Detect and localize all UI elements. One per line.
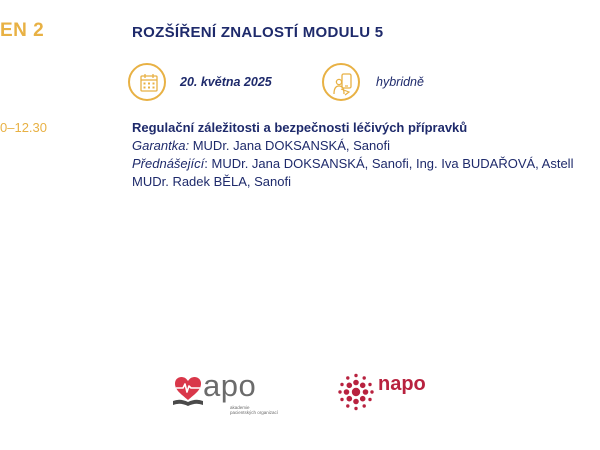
calendar-icon bbox=[128, 63, 166, 101]
session-title: Regulační záležitosti a bezpečnosti léčivých přípravků bbox=[132, 120, 468, 135]
apo-logo bbox=[172, 368, 282, 417]
apo-subtitle-line2: pacientských organizací bbox=[230, 410, 279, 415]
event-format: hybridně bbox=[376, 75, 424, 89]
napo-logo bbox=[336, 372, 436, 412]
hybrid-icon bbox=[322, 63, 360, 101]
apo-subtitle-line1: akademie bbox=[230, 405, 250, 410]
napo-dots-icon bbox=[336, 372, 376, 412]
module-title: ROZŠÍŘENÍ ZNALOSTÍ MODULU 5 bbox=[132, 24, 384, 41]
apo-subtitle bbox=[230, 405, 290, 415]
guarantor-name: MUDr. Jana DOKSANSKÁ, Sanofi bbox=[192, 138, 390, 153]
apo-heart-book-icon bbox=[172, 372, 206, 414]
event-date: 20. května 2025 bbox=[180, 75, 272, 89]
apo-wordmark: apo bbox=[203, 368, 257, 403]
lecturers-label: Přednášející bbox=[132, 156, 205, 171]
napo-wordmark: napo bbox=[378, 373, 426, 395]
lecturers-line bbox=[132, 156, 573, 171]
guarantor-line bbox=[132, 138, 390, 153]
session-time: 0–12.30 bbox=[0, 120, 47, 135]
lecturers-line-2: MUDr. Radek BĚLA, Sanofi bbox=[132, 174, 291, 189]
guarantor-label: Garantka: bbox=[132, 138, 190, 153]
lecturers-names: : MUDr. Jana DOKSANSKÁ, Sanofi, Ing. Iva BUDAŘOVÁ, Astell bbox=[204, 156, 574, 171]
day-label: EN 2 bbox=[0, 20, 45, 41]
